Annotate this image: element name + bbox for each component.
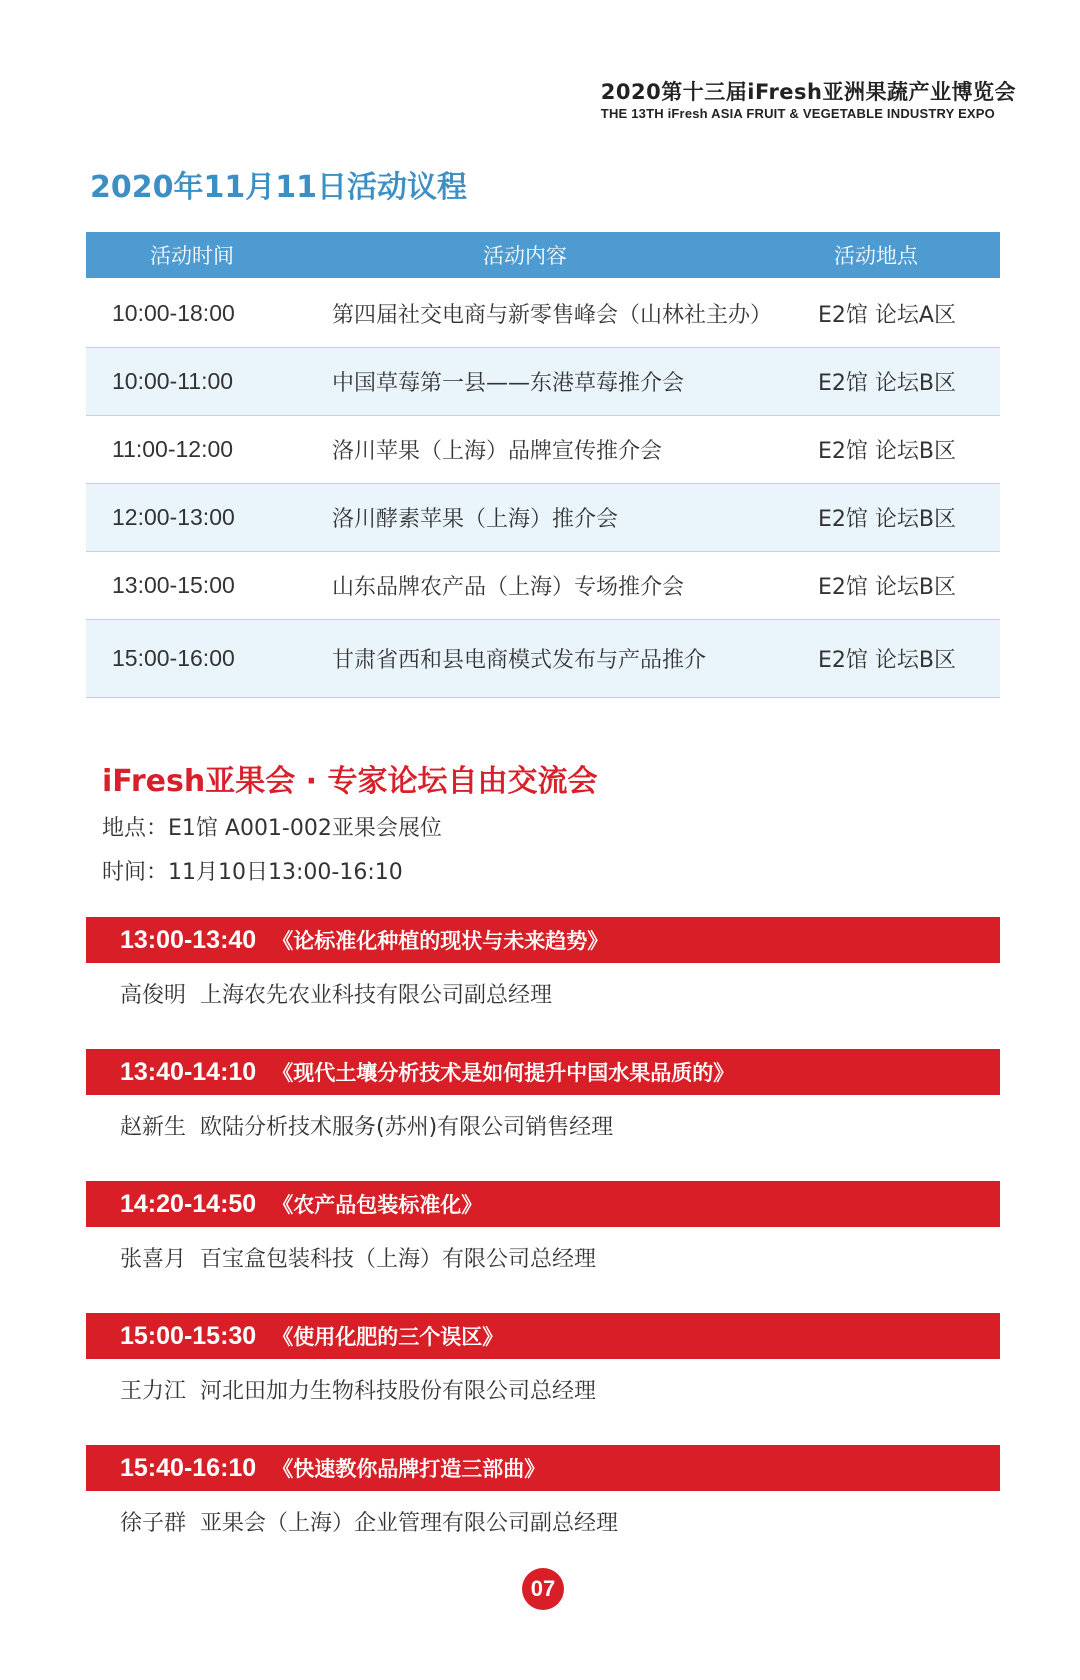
row-content: 洛川酵素苹果（上海）推介会 bbox=[332, 507, 619, 532]
agenda-title: 2020年11月11日活动议程 bbox=[90, 170, 467, 205]
session-bar bbox=[86, 1313, 1000, 1359]
schedule-table bbox=[86, 232, 1000, 698]
session-bar bbox=[86, 1181, 1000, 1227]
speaker-name: 赵新生 bbox=[120, 1115, 187, 1140]
table-row bbox=[86, 484, 1000, 552]
expo-title-cn: 2020第十三届iFresh亚洲果蔬产业博览会 bbox=[600, 80, 1016, 104]
session-topic: 《现代土壤分析技术是如何提升中国水果品质的》 bbox=[272, 1061, 735, 1085]
speaker-affiliation: 百宝盒包装科技（上海）有限公司总经理 bbox=[200, 1247, 597, 1272]
row-content: 甘肃省西和县电商模式发布与产品推介 bbox=[332, 648, 707, 673]
row-time: 15:00-16:00 bbox=[112, 645, 235, 671]
row-content: 第四届社交电商与新零售峰会（山林社主办） bbox=[332, 303, 773, 328]
row-venue: E2馆 论坛B区 bbox=[818, 575, 956, 600]
session-topic: 《快速教你品牌打造三部曲》 bbox=[272, 1457, 546, 1481]
row-time: 10:00-18:00 bbox=[112, 300, 235, 326]
table-row bbox=[86, 416, 1000, 484]
session-item bbox=[86, 1313, 1000, 1407]
session-time: 13:40-14:10 bbox=[120, 1057, 257, 1086]
table-row bbox=[86, 552, 1000, 620]
session-bar bbox=[86, 917, 1000, 963]
row-venue: E2馆 论坛B区 bbox=[818, 439, 956, 464]
forum-time: 时间：11月10日13:00-16:10 bbox=[102, 860, 403, 885]
session-bar bbox=[86, 1049, 1000, 1095]
session-speaker bbox=[86, 1377, 1000, 1407]
session-speaker bbox=[86, 981, 1000, 1011]
session-time: 15:00-15:30 bbox=[120, 1321, 257, 1350]
row-time: 10:00-11:00 bbox=[112, 368, 234, 394]
row-time: 12:00-13:00 bbox=[112, 504, 235, 530]
session-time: 13:00-13:40 bbox=[120, 925, 257, 954]
session-item bbox=[86, 917, 1000, 1011]
session-topic: 《使用化肥的三个误区》 bbox=[272, 1325, 504, 1349]
speaker-name: 王力江 bbox=[120, 1379, 187, 1404]
row-time: 13:00-15:00 bbox=[112, 572, 235, 598]
row-time: 11:00-12:00 bbox=[112, 436, 234, 462]
row-content: 中国草莓第一县——东港草莓推介会 bbox=[332, 371, 685, 396]
forum-location: 地点：E1馆 A001-002亚果会展位 bbox=[102, 816, 442, 841]
row-venue: E2馆 论坛B区 bbox=[818, 371, 956, 396]
expo-title-en: THE 13TH iFresh ASIA FRUIT & VEGETABLE INDUSTRY EXPO bbox=[600, 106, 995, 121]
expo-header bbox=[601, 78, 1016, 122]
table-header bbox=[86, 232, 1000, 278]
speaker-name: 徐子群 bbox=[120, 1511, 187, 1536]
session-topic: 《论标准化种植的现状与未来趋势》 bbox=[272, 929, 609, 953]
session-item bbox=[86, 1049, 1000, 1143]
row-venue: E2馆 论坛A区 bbox=[818, 303, 956, 328]
column-header-content: 活动内容 bbox=[483, 244, 567, 268]
table-row bbox=[86, 348, 1000, 416]
row-content: 洛川苹果（上海）品牌宣传推介会 bbox=[332, 439, 663, 464]
session-topic: 《农产品包装标准化》 bbox=[272, 1193, 483, 1217]
row-content: 山东品牌农产品（上海）专场推介会 bbox=[332, 575, 685, 600]
page-number: 07 bbox=[522, 1568, 564, 1610]
session-bar bbox=[86, 1445, 1000, 1491]
session-time: 14:20-14:50 bbox=[120, 1189, 257, 1218]
session-item bbox=[86, 1181, 1000, 1275]
row-venue: E2馆 论坛B区 bbox=[818, 507, 956, 532]
session-speaker bbox=[86, 1245, 1000, 1275]
speaker-affiliation: 亚果会（上海）企业管理有限公司副总经理 bbox=[200, 1511, 619, 1536]
table-row bbox=[86, 280, 1000, 348]
session-speaker bbox=[86, 1113, 1000, 1143]
table-body bbox=[86, 278, 1000, 698]
table-row bbox=[86, 620, 1000, 698]
session-speaker bbox=[86, 1509, 1000, 1539]
speaker-affiliation: 河北田加力生物科技股份有限公司总经理 bbox=[200, 1379, 597, 1404]
speaker-name: 高俊明 bbox=[120, 983, 187, 1008]
session-item bbox=[86, 1445, 1000, 1539]
column-header-venue: 活动地点 bbox=[834, 244, 918, 268]
column-header-time: 活动时间 bbox=[150, 244, 234, 268]
speaker-affiliation: 欧陆分析技术服务(苏州)有限公司销售经理 bbox=[200, 1115, 614, 1140]
speaker-affiliation: 上海农先农业科技有限公司副总经理 bbox=[200, 983, 553, 1008]
speaker-name: 张喜月 bbox=[120, 1247, 187, 1272]
session-time: 15:40-16:10 bbox=[120, 1453, 257, 1482]
forum-title: iFresh亚果会 · 专家论坛自由交流会 bbox=[102, 764, 598, 799]
row-venue: E2馆 论坛B区 bbox=[818, 648, 956, 673]
